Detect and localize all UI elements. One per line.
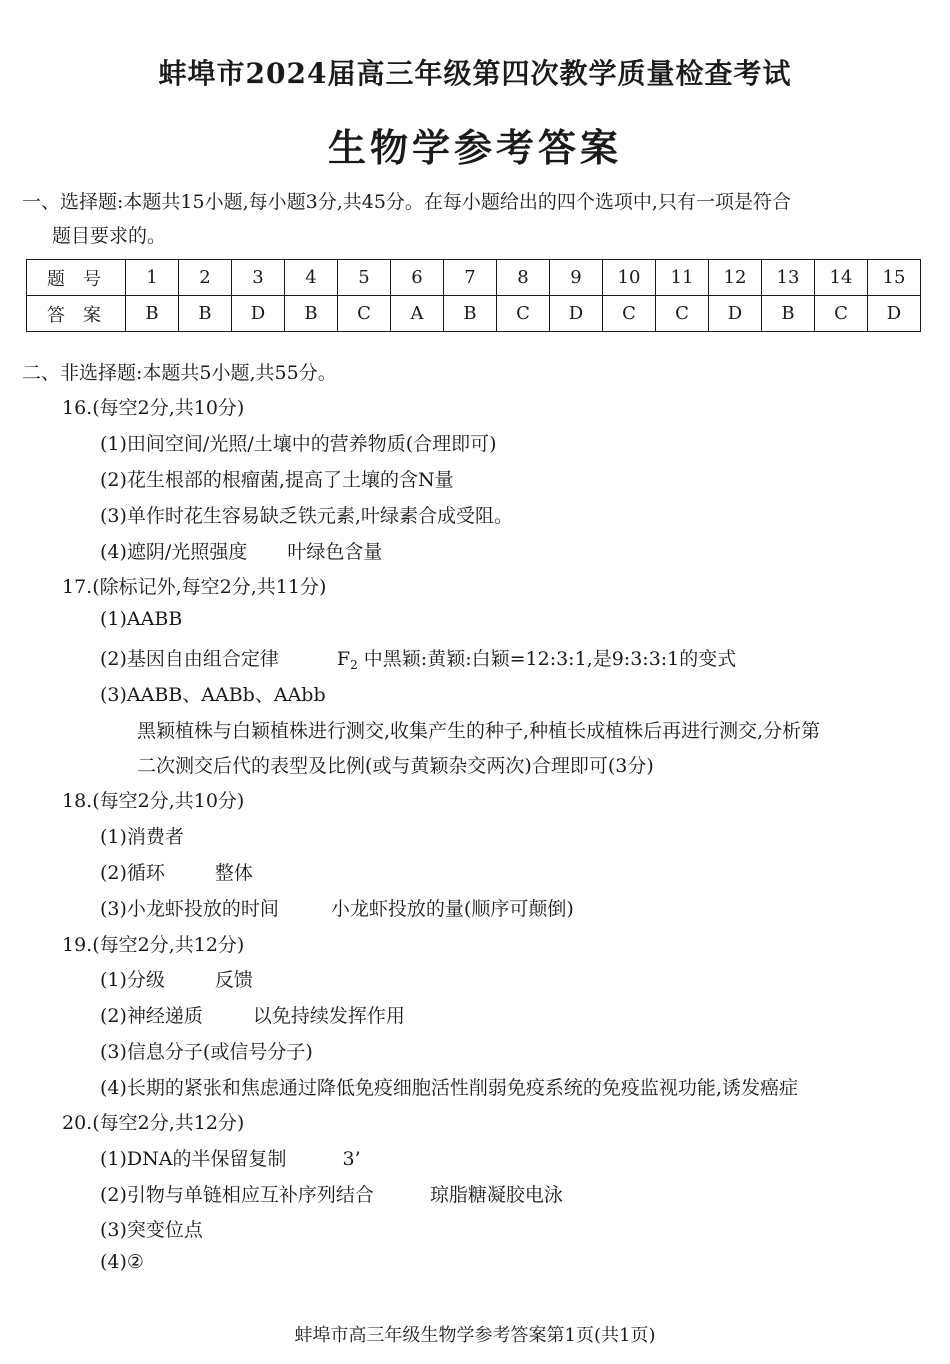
- answer-cell: D: [868, 296, 921, 332]
- q17-answer-2: [100, 644, 736, 672]
- answer-cell: B: [285, 296, 338, 332]
- q19-answer-2b: 以免持续发挥作用: [252, 1005, 405, 1027]
- q16-answer-4: [100, 537, 382, 564]
- exam-title: 蚌埠市2024届高三年级第四次教学质量检查考试: [158, 57, 792, 90]
- answer-cell: D: [232, 296, 285, 332]
- question-number-cell: 7: [444, 260, 497, 296]
- q20-answer-2: [100, 1180, 563, 1207]
- question-number-cell: 15: [868, 260, 921, 296]
- q20-answer-3: (3)突变位点: [100, 1219, 203, 1241]
- q20-answer-1: [100, 1144, 361, 1171]
- answer-cell: B: [762, 296, 815, 332]
- q18-answer-1: (1)消费者: [100, 826, 184, 848]
- q16-heading: 16.(每空2分,共10分): [62, 397, 245, 419]
- q17-answer-3-line3: 二次测交后代的表型及比例(或与黄颖杂交两次)合理即可(3分): [137, 755, 654, 777]
- q19-answer-2: [100, 1001, 405, 1028]
- answer-row: [27, 296, 921, 332]
- q20-answer-1a: (1)DNA的半保留复制: [100, 1148, 287, 1170]
- q18-answer-2b: 整体: [214, 862, 253, 884]
- q16-answer-3: (3)单作时花生容易缺乏铁元素,叶绿素合成受阻。: [100, 505, 513, 527]
- q19-answer-2a: (2)神经递质: [100, 1005, 203, 1027]
- answer-cell: B: [179, 296, 232, 332]
- question-number-cell: 4: [285, 260, 338, 296]
- question-number-cell: 10: [603, 260, 656, 296]
- q18-answer-2a: (2)循环: [100, 862, 165, 884]
- question-number-cell: 13: [762, 260, 815, 296]
- question-number-cell: 3: [232, 260, 285, 296]
- answer-cell: C: [815, 296, 868, 332]
- q20-answer-2b: 琼脂糖凝胶电泳: [429, 1184, 563, 1206]
- q20-answer-1b: 3’: [342, 1148, 361, 1170]
- q20-answer-4: (4)②: [100, 1251, 144, 1273]
- section1-instructions: [22, 185, 937, 253]
- q16-answer-4a: (4)遮阴/光照强度: [100, 541, 248, 563]
- question-number-cell: 12: [709, 260, 762, 296]
- question-number-cell: 14: [815, 260, 868, 296]
- q18-answer-2: [100, 858, 253, 885]
- q20-heading: 20.(每空2分,共12分): [62, 1112, 245, 1134]
- q19-answer-3: (3)信息分子(或信号分子): [100, 1041, 313, 1063]
- q18-answer-3a: (3)小龙虾投放的时间: [100, 898, 279, 920]
- question-number-cell: 5: [338, 260, 391, 296]
- answer-cell: C: [656, 296, 709, 332]
- q19-answer-1b: 反馈: [214, 969, 253, 991]
- q17-f2-label: F: [336, 648, 351, 670]
- q19-answer-4: (4)长期的紧张和焦虑通过降低免疫细胞活性削弱免疫系统的免疫监视功能,诱发癌症: [100, 1077, 798, 1099]
- answer-cell: D: [709, 296, 762, 332]
- q17-answer-2a: (2)基因自由组合定律: [100, 648, 279, 670]
- answer-cell: B: [444, 296, 497, 332]
- answer-cell: C: [603, 296, 656, 332]
- question-number-cell: 11: [656, 260, 709, 296]
- q18-answer-3b: 小龙虾投放的量(顺序可颠倒): [330, 898, 574, 920]
- q17-answer-2b: 中黑颖:黄颖:白颖=12:3:1,是9:3:3:1的变式: [363, 648, 737, 670]
- q16-answer-2: (2)花生根部的根瘤菌,提高了土壤的含N量: [100, 469, 454, 491]
- section1-line2: 题目要求的。: [52, 225, 167, 247]
- row-header-question: 题号: [27, 260, 126, 296]
- answer-cell: A: [391, 296, 444, 332]
- question-number-cell: 9: [550, 260, 603, 296]
- question-number-row: [27, 260, 921, 296]
- section1-line1: 一、选择题:本题共15小题,每小题3分,共45分。在每小题给出的四个选项中,只有一项是符合: [22, 191, 791, 213]
- q16-answer-1: (1)田间空间/光照/土壤中的营养物质(合理即可): [100, 433, 497, 455]
- q19-answer-1: [100, 965, 253, 992]
- question-number-cell: 6: [391, 260, 444, 296]
- row-header-answer: 答案: [27, 296, 126, 332]
- q17-answer-3-line2: 黑颖植株与白颖植株进行测交,收集产生的种子,种植长成植株后再进行测交,分析第: [137, 720, 821, 742]
- q16-answer-4b: 叶绿色含量: [287, 541, 383, 563]
- document-subtitle: 生物学参考答案: [327, 125, 622, 170]
- page-footer: 蚌埠市高三年级生物学参考答案第1页(共1页): [294, 1325, 656, 1346]
- q19-answer-1a: (1)分级: [100, 969, 165, 991]
- section2-heading: 二、非选择题:本题共5小题,共55分。: [22, 362, 337, 384]
- question-number-cell: 2: [179, 260, 232, 296]
- q17-heading: 17.(除标记外,每空2分,共11分): [62, 576, 327, 598]
- question-number-cell: 8: [497, 260, 550, 296]
- answer-cell: C: [338, 296, 391, 332]
- answer-cell: B: [126, 296, 179, 332]
- answer-cell: C: [497, 296, 550, 332]
- answer-cell: D: [550, 296, 603, 332]
- q17-f2-subscript: 2: [350, 658, 358, 672]
- q18-answer-3: [100, 894, 574, 921]
- q17-answer-3: (3)AABB、AABb、AAbb: [100, 684, 326, 706]
- question-number-cell: 1: [126, 260, 179, 296]
- q18-heading: 18.(每空2分,共10分): [62, 790, 245, 812]
- q19-heading: 19.(每空2分,共12分): [62, 934, 245, 956]
- q17-answer-1: (1)AABB: [100, 608, 183, 630]
- q20-answer-2a: (2)引物与单链相应互补序列结合: [100, 1184, 374, 1206]
- answer-table: [26, 259, 921, 332]
